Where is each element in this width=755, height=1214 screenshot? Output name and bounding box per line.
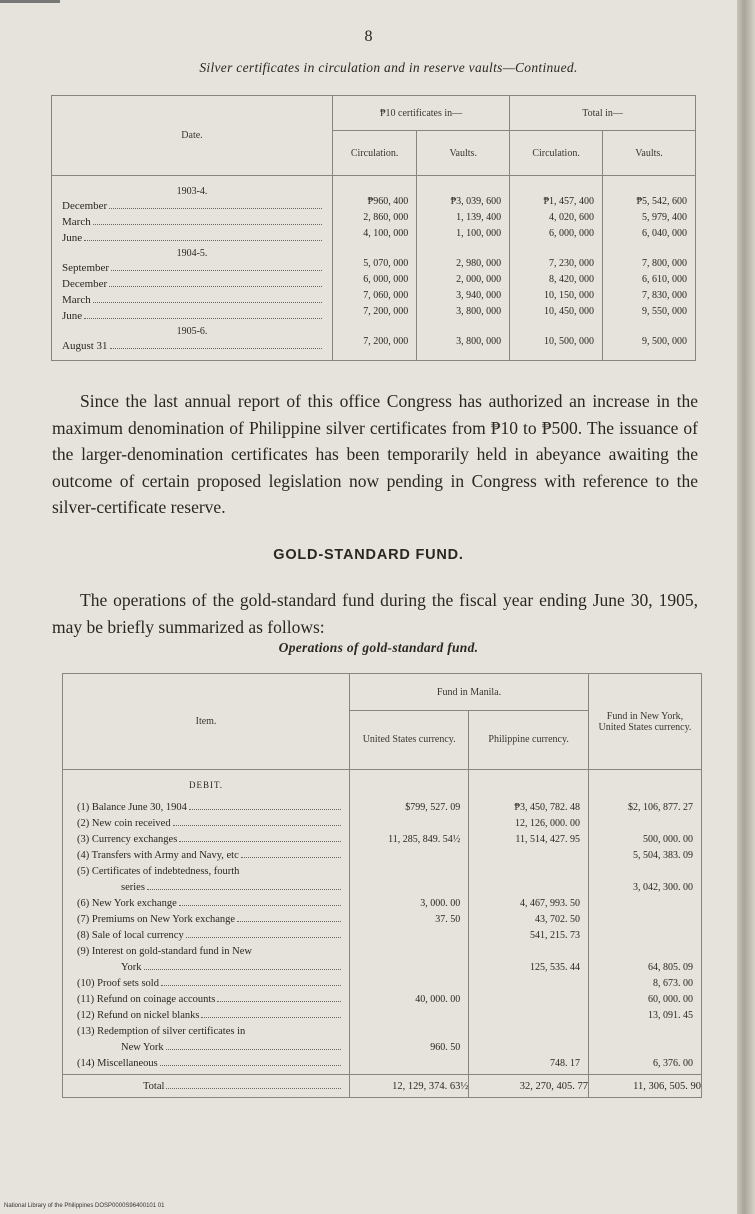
cell: 960. 50 [430, 1042, 461, 1053]
cell [589, 818, 701, 834]
cell: 9, 500, 000 [642, 336, 687, 347]
cell: 8, 673. 00 [653, 978, 693, 989]
group-10-certificates: ₱10 certificates in— [333, 96, 510, 131]
cell: $2, 106, 877. 27 [628, 802, 693, 813]
item-label: (5) Certificates of indebtedness, fourth [77, 866, 240, 877]
gold-standard-fund-table [62, 673, 702, 1098]
cell: 6, 000, 000 [363, 274, 409, 285]
cell: 4, 020, 600 [549, 212, 595, 223]
cell: 7, 830, 000 [642, 290, 687, 301]
group-fund-manila: Fund in Manila. [350, 674, 589, 711]
cell: 125, 535. 44 [529, 962, 580, 973]
cell: 10, 150, 000 [544, 290, 595, 301]
cell: 2, 860, 000 [363, 212, 409, 223]
cell: 10, 500, 000 [544, 336, 595, 347]
item-label-cont: New York [121, 1042, 164, 1053]
item-label: (7) Premiums on New York exchange [77, 914, 236, 925]
paragraph-text: The operations of the gold-standard fund during the fiscal year ending June 30, 1905, may be briefly summarized as follows: [52, 590, 698, 637]
cell [469, 882, 588, 898]
cell [469, 994, 588, 1010]
cell: 13, 091. 45 [648, 1010, 693, 1021]
col-circulation-10: Circulation. [333, 131, 417, 176]
cell: ₱5, 542, 600 [636, 196, 687, 207]
item-label: (3) Currency exchanges [77, 834, 178, 845]
cell: ₱1, 457, 400 [543, 196, 595, 207]
item-label: (2) New coin received [77, 818, 171, 829]
scan-footer: National Library of the Philippines DOSP0000S96400101 01 [4, 1203, 165, 1209]
group-total: Total in— [510, 96, 696, 131]
col-vaults-10: Vaults. [417, 131, 510, 176]
row-label: June [62, 310, 83, 322]
item-column [63, 770, 350, 1075]
gold-table-caption: Operations of gold-standard fund. [278, 640, 479, 655]
cell [350, 978, 468, 994]
item-label: (4) Transfers with Army and Navy, etc [77, 850, 239, 861]
cell [350, 930, 468, 946]
cell: ₱960, 400 [367, 196, 409, 207]
item-label-cont: series [121, 882, 145, 893]
cell: 1, 139, 400 [456, 212, 502, 223]
col-item: Item. [63, 674, 350, 770]
col-ph-currency: Philippine currency. [469, 711, 589, 770]
cell: 6, 610, 000 [642, 274, 687, 285]
cell: 3, 800, 000 [456, 336, 502, 347]
row-label: June [62, 232, 83, 244]
cell [469, 850, 588, 866]
us-currency-values [350, 770, 469, 1075]
top-rule [0, 0, 60, 3]
row-label: September [62, 262, 110, 274]
cell: 60, 000. 00 [648, 994, 693, 1005]
row-label: August 31 [62, 340, 108, 352]
cell: 541, 215. 73 [529, 930, 580, 941]
item-label: (10) Proof sets sold [77, 978, 159, 989]
book-page-edge [737, 0, 755, 1214]
cell: 11, 514, 427. 95 [515, 834, 580, 845]
cell [469, 978, 588, 994]
cell: 7, 800, 000 [642, 258, 687, 269]
total-ny: 11, 306, 505. 90 [588, 1075, 701, 1098]
cell [350, 882, 468, 898]
cell [350, 1058, 468, 1074]
cell: 3, 940, 000 [456, 290, 502, 301]
total-us: 12, 129, 374. 63½ [350, 1075, 469, 1098]
year-heading: 1905-6. [176, 326, 208, 337]
debit-heading: DEBIT. [188, 780, 224, 790]
cell: 500, 000. 00 [643, 834, 693, 845]
item-label: (13) Redemption of silver certificates in [77, 1026, 246, 1037]
date-column [52, 176, 333, 361]
cell: 5, 504, 383. 09 [633, 850, 693, 861]
circulation-10-values [333, 176, 417, 361]
cell [469, 1010, 588, 1026]
cell [469, 1042, 588, 1058]
row-label: December [62, 278, 108, 290]
cell [589, 1042, 701, 1058]
total-row [63, 1075, 702, 1098]
cell: 43, 702. 50 [534, 914, 580, 925]
cell: 64, 805. 09 [648, 962, 693, 973]
paragraph-gold-fund [52, 587, 698, 641]
circulation-total-values [510, 176, 603, 361]
cell: 6, 376. 00 [653, 1058, 693, 1069]
vaults-total-values [603, 176, 696, 361]
item-label-cont: York [121, 962, 142, 973]
cell: 2, 000, 000 [456, 274, 502, 285]
cell: 11, 285, 849. 54½ [388, 834, 461, 845]
item-label: (14) Miscellaneous [77, 1058, 158, 1069]
cell: 3, 042, 300. 00 [633, 882, 693, 893]
year-heading: 1904-5. [176, 248, 208, 259]
cell [589, 930, 701, 946]
row-label: March [62, 216, 91, 228]
cell: 12, 126, 000. 00 [514, 818, 580, 829]
cell: 7, 200, 000 [363, 306, 409, 317]
cell: 2, 980, 000 [456, 258, 502, 269]
cell [589, 914, 701, 930]
cell: 7, 230, 000 [549, 258, 595, 269]
cell: ₱3, 039, 600 [450, 196, 502, 207]
cell: 748. 17 [549, 1058, 580, 1069]
cell: 8, 420, 000 [549, 274, 595, 285]
col-fund-new-york: Fund in New York, United States currency. [588, 674, 701, 770]
silver-certificates-table [51, 95, 696, 361]
cell: 7, 200, 000 [363, 336, 409, 347]
cell: 1, 100, 000 [456, 228, 502, 239]
item-label: (6) New York exchange [77, 898, 177, 909]
total-label: Total [143, 1080, 165, 1092]
item-label: (8) Sale of local currency [77, 930, 184, 941]
cell: 5, 979, 400 [642, 212, 687, 223]
row-label: March [62, 294, 91, 306]
cell: 4, 100, 000 [363, 228, 409, 239]
cell [350, 962, 468, 978]
cell: 4, 467, 993. 50 [519, 898, 580, 909]
cell: 6, 040, 000 [642, 228, 687, 239]
cell [350, 818, 468, 834]
cell: $799, 527. 09 [405, 802, 461, 813]
cell [350, 850, 468, 866]
cell: 7, 060, 000 [363, 290, 409, 301]
item-label: (9) Interest on gold-standard fund in New [77, 946, 252, 957]
col-us-currency: United States currency. [350, 711, 469, 770]
cell: 10, 450, 000 [544, 306, 595, 317]
cell: 9, 550, 000 [642, 306, 687, 317]
page-number: 8 [364, 28, 373, 45]
section-heading: GOLD-STANDARD FUND. [273, 547, 464, 563]
col-circulation-total: Circulation. [510, 131, 603, 176]
cell: 37. 50 [435, 914, 461, 925]
item-label: (11) Refund on coinage accounts [77, 994, 216, 1005]
vaults-10-values [417, 176, 510, 361]
total-ph: 32, 270, 405. 77 [469, 1075, 589, 1098]
cell [589, 898, 701, 914]
item-label: (1) Balance June 30, 1904 [77, 802, 187, 813]
paragraph-silver-certificates: Since the last annual report of this office Congress has authorized an increase in the maximum denomination of Philippine silver certificates from ₱10 to ₱500. The issuance of the larger-denomination certificates has been temporarily held in abeyance awaiting the outcome of certain proposed legislation now pending in Congress with reference to the silver-certificate reserve. [52, 391, 698, 517]
ph-currency-values [469, 770, 589, 1075]
ny-fund-values [588, 770, 701, 1075]
cell: 3, 800, 000 [456, 306, 502, 317]
col-date: Date. [52, 96, 333, 176]
cell: ₱3, 450, 782. 48 [514, 802, 580, 813]
cell: 3, 000. 00 [420, 898, 461, 909]
cell: 6, 000, 000 [549, 228, 595, 239]
item-label: (12) Refund on nickel blanks [77, 1010, 200, 1021]
col-vaults-total: Vaults. [603, 131, 696, 176]
cell: 40, 000. 00 [415, 994, 461, 1005]
row-label: December [62, 200, 108, 212]
cell [350, 1010, 468, 1026]
cell: 5, 070, 000 [363, 258, 409, 269]
year-heading: 1903-4. [176, 186, 208, 197]
silver-table-caption: Silver certificates in circulation and in reserve vaults—Continued. [199, 60, 578, 75]
